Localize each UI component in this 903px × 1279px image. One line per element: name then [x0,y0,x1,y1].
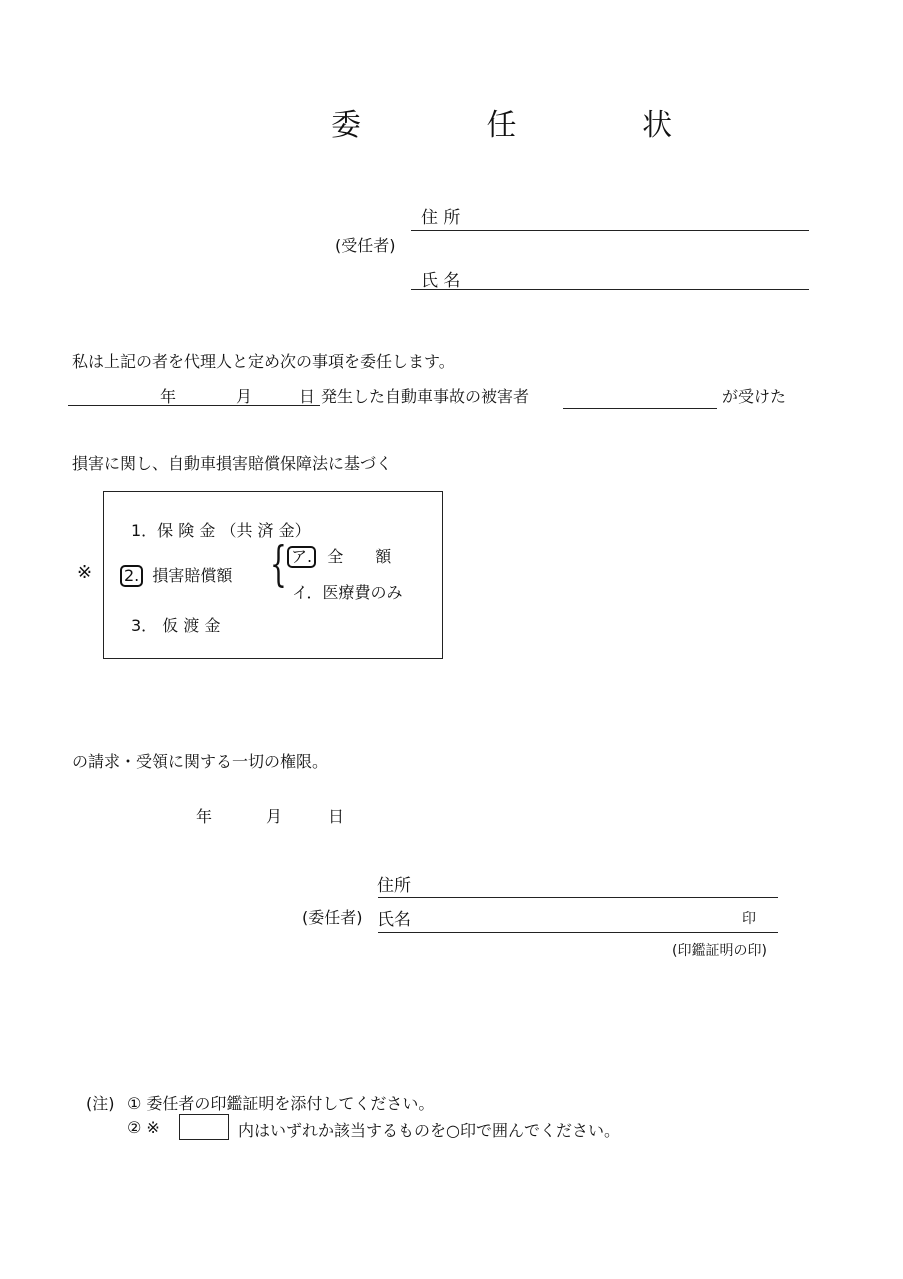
option-compensation-number: 2. [120,565,143,587]
agent-name-line[interactable] [411,289,809,290]
seal-mark: 印 [742,911,756,927]
agent-name-label: 氏 名 [421,271,461,291]
victim-name-line[interactable] [563,408,717,409]
principal-name-label: 氏名 [377,910,411,930]
suboption-a-text: 全 額 [327,547,392,566]
received-text: が受けた [722,387,787,406]
principal-address-label: 住所 [377,876,411,896]
authority-statement: の請求・受領に関する一切の権限。 [72,752,329,771]
note-2-blank-box [179,1114,229,1140]
seal-note: (印鑑証明の印) [672,943,767,959]
delegation-statement: 私は上記の者を代理人と定め次の事項を委任します。 [72,352,455,371]
accident-month-label: 月 [236,387,253,406]
notes-label: (注) [86,1094,115,1113]
accident-day-label: 日 [299,387,316,406]
reference-mark: ※ [77,562,93,583]
damage-statement: 損害に関し、自動車損害賠償保障法に基づく [72,454,393,473]
suboption-medical-only[interactable]: イ．医療費のみ [292,583,403,602]
accident-year-label: 年 [160,387,177,406]
agent-role-label: (受任者) [335,236,396,255]
option-compensation[interactable] [120,563,232,587]
option-insurance[interactable]: 1．保 険 金 （共 済 金） [131,521,311,540]
principal-role-label: (委任者) [302,908,363,927]
signature-month-label: 月 [266,807,283,826]
signature-day-label: 日 [328,807,345,826]
principal-name-line[interactable] [378,932,778,933]
suboption-a-label: ア. [287,546,316,568]
signature-year-label: 年 [196,807,213,826]
document-title: 委 任 状 [331,108,731,143]
brace-icon: { [270,536,287,592]
agent-address-line[interactable] [411,230,809,231]
note-1: ① 委任者の印鑑証明を添付してください。 [127,1094,435,1113]
accident-text: 発生した自動車事故の被害者 [321,387,530,406]
accident-date-line[interactable] [68,405,320,406]
note-2-text: 内はいずれか該当するものを○印で囲んでください。 [238,1121,620,1140]
option-advance-payment[interactable]: 3． 仮 渡 金 [131,616,221,635]
agent-address-label: 住 所 [421,208,461,228]
suboption-full-amount[interactable] [287,544,391,568]
note-2-prefix: ② ※ [127,1118,160,1137]
principal-address-line[interactable] [378,897,778,898]
option-compensation-label: 損害賠償額 [152,566,233,585]
